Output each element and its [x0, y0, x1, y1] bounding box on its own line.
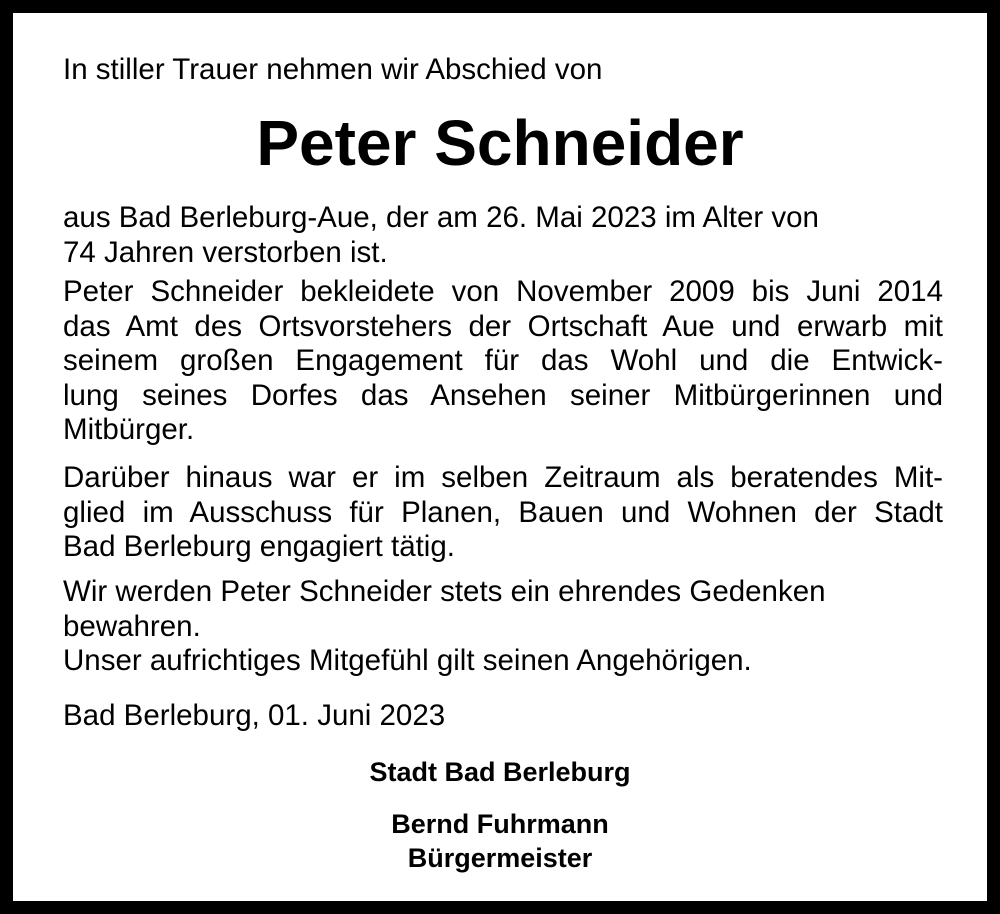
paragraph-line: lung seines Dorfes das Ansehen seiner Mitbürgerinnen und [63, 378, 943, 412]
paragraph-line: Peter Schneider bekleidete von November 2009 bis Juni 2014 [63, 275, 943, 308]
place-date: Bad Berleburg, 01. Juni 2023 [63, 699, 446, 732]
paragraph-line: Wir werden Peter Schneider stets ein ehrendes Gedenken [63, 575, 826, 608]
paragraph-line: seinem großen Engagement für das Wohl und die Entwick- [63, 344, 943, 377]
paragraph-line: glied im Ausschuss für Planen, Bauen und Wohnen der Stadt [63, 495, 943, 529]
origin-line-2: 74 Jahren verstorben ist. [63, 235, 388, 269]
paragraph-line: Darüber hinaus war er im selben Zeitraum als beratendes Mit- [63, 461, 943, 494]
signatory-name: Bernd Fuhrmann [391, 809, 609, 839]
origin-text [63, 201, 943, 270]
paragraph-line: bewahren. [63, 609, 201, 643]
origin-line-1: aus Bad Berleburg-Aue, der am 26. Mai 2023 im Alter von [63, 201, 819, 234]
issuer-name: Stadt Bad Berleburg [369, 757, 631, 787]
intro-text: In stiller Trauer nehmen wir Abschied von [63, 53, 603, 86]
deceased-name: Peter Schneider [256, 107, 744, 179]
paragraph-line: das Amt des Ortsvorstehers der Ortschaft Aue und erwarb mit [63, 309, 943, 343]
paragraph-remembrance [63, 575, 943, 679]
paragraph-committee [63, 461, 943, 565]
paragraph-line: Bad Berleburg engagiert tätig. [63, 530, 455, 563]
paragraph-line: Unser aufrichtiges Mitgefühl gilt seinen Angehörigen. [63, 644, 752, 677]
paragraph-line: Mitbürger. [63, 413, 195, 446]
signatory-title: Bürgermeister [407, 843, 593, 873]
paragraph-office [63, 275, 943, 448]
